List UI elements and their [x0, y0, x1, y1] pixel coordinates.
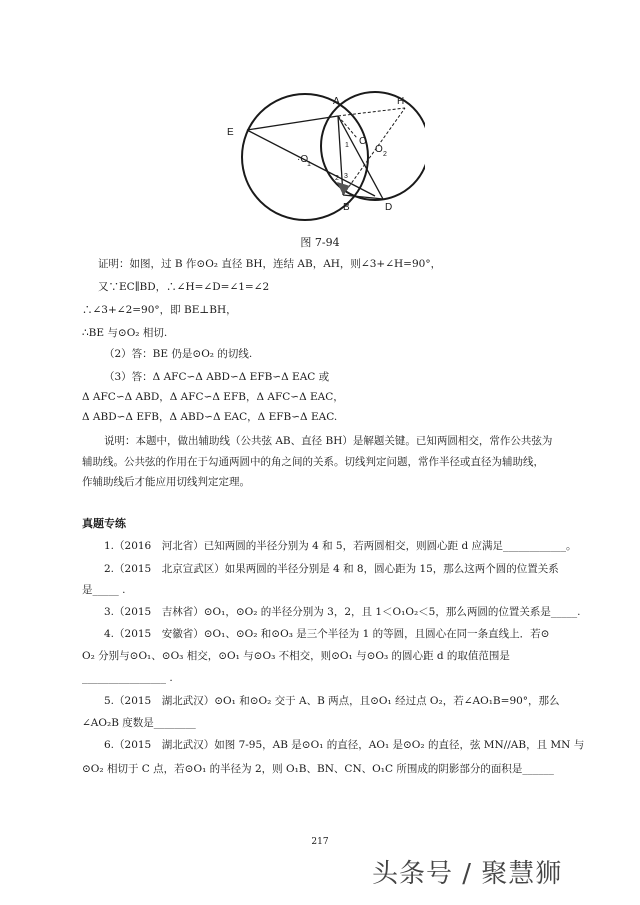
exercise-line: 1.（2016 河北省）已知两圆的半径分别为 4 和 5，若两圆相交，则圆心距 d 应满足____________。 [104, 540, 577, 552]
note-line: 辅助线。公共弦的作用在于勾通两圆中的角之间的关系。切线判定问题，常作半径或直径为辅助线， [82, 456, 544, 468]
exercise-line: ⊙O₂ 相切于 C 点，若⊙O₁ 的半径为 2，则 O₁B、BN、CN、O₁C 所围成的阴影部分的面积是______ [82, 763, 554, 775]
label-o2-sub: 2 [383, 151, 387, 158]
exercise-line: 4.（2015 安徽省）⊙O₁、⊙O₂ 和⊙O₃ 是三个半径为 1 的等圆，且圆心在同一条直线上．若⊙ [104, 628, 550, 640]
proof-line: ∴∠3+∠2=90°，即 BE⊥BH， [82, 304, 237, 316]
label-c: C [359, 136, 367, 147]
exercise-line: 3.（2015 吉林省）⊙O₁，⊙O₂ 的半径分别为 3，2，且 1＜O₁O₂＜5，那么两圆的位置关系是_____. [104, 606, 581, 618]
exercise-line: 2.（2015 北京宣武区）如果两圆的半径分别是 4 和 8，圆心距为 15，那么这两个圆的位置关系 [104, 563, 559, 575]
proof-line: 证明：如图，过 B 作⊙O₂ 直径 BH，连结 AB，AH，则∠3+∠H=90°， [98, 258, 442, 270]
geometry-figure [225, 82, 425, 222]
exercise-line: ________________ . [82, 672, 173, 684]
answer-line: Δ ABD∽Δ EFB，Δ ABD∽Δ EAC，Δ EFB∽Δ EAC. [82, 411, 338, 423]
figure-caption: 图 7-94 [300, 236, 340, 249]
exercise-line: ∠AO₂B 度数是________ [82, 717, 196, 729]
label-angle-3: 3 [344, 173, 348, 180]
watermark: 头条号 / 聚慧狮 [372, 859, 563, 889]
exercise-line: 是_____ . [82, 584, 126, 596]
label-a: A [333, 96, 340, 107]
label-h: H [397, 96, 405, 107]
exercise-line: 5.（2015 湖北武汉）⊙O₁ 和⊙O₂ 交于 A、B 两点，且⊙O₁ 经过点 O₂，若∠AO₁B=90°，那么 [104, 695, 560, 707]
answer-line: （2）答：BE 仍是⊙O₂ 的切线. [104, 348, 253, 360]
section-title: 真题专练 [82, 517, 126, 530]
label-angle-1: 1 [345, 142, 349, 149]
circle-o2 [321, 92, 425, 200]
proof-line: 又∵EC∥BD，∴∠H=∠D=∠1=∠2 [98, 281, 270, 293]
label-o1: ·O [297, 154, 309, 165]
proof-line: ∴BE 与⊙O₂ 相切. [82, 327, 168, 339]
label-angle-2: 2 [335, 175, 339, 182]
label-b: B [343, 202, 350, 213]
answer-line: （3）答：Δ AFC∽Δ ABD∽Δ EFB∽Δ EAC 或 [104, 371, 330, 383]
label-e: E [227, 127, 234, 138]
label-d: D [385, 202, 393, 213]
exercise-line: 6.（2015 湖北武汉）如图 7-95，AB 是⊙O₁ 的直径，AO₁ 是⊙O₂ 的直径，弦 MN//AB，且 MN 与 [104, 739, 585, 751]
note-line: 作辅助线后才能应用切线判定定理。 [82, 476, 250, 488]
exercise-line: O₂ 分别与⊙O₁、⊙O₃ 相交，⊙O₁ 与⊙O₃ 不相交，则⊙O₁ 与⊙O₃ 的圆心距 d 的取值范围是 [82, 650, 510, 662]
label-o2: O [375, 144, 383, 155]
note-line: 说明：本题中，做出辅助线（公共弦 AB、直径 BH）是解题关键。已知两圆相交，常作公共弦为 [104, 435, 553, 447]
answer-line: Δ AFC∽Δ ABD，Δ AFC∽Δ EFB，Δ AFC∽Δ EAC， [82, 391, 344, 403]
segment-ec [247, 130, 375, 196]
page-number: 217 [311, 837, 329, 847]
label-o1-sub: 1 [307, 161, 311, 168]
